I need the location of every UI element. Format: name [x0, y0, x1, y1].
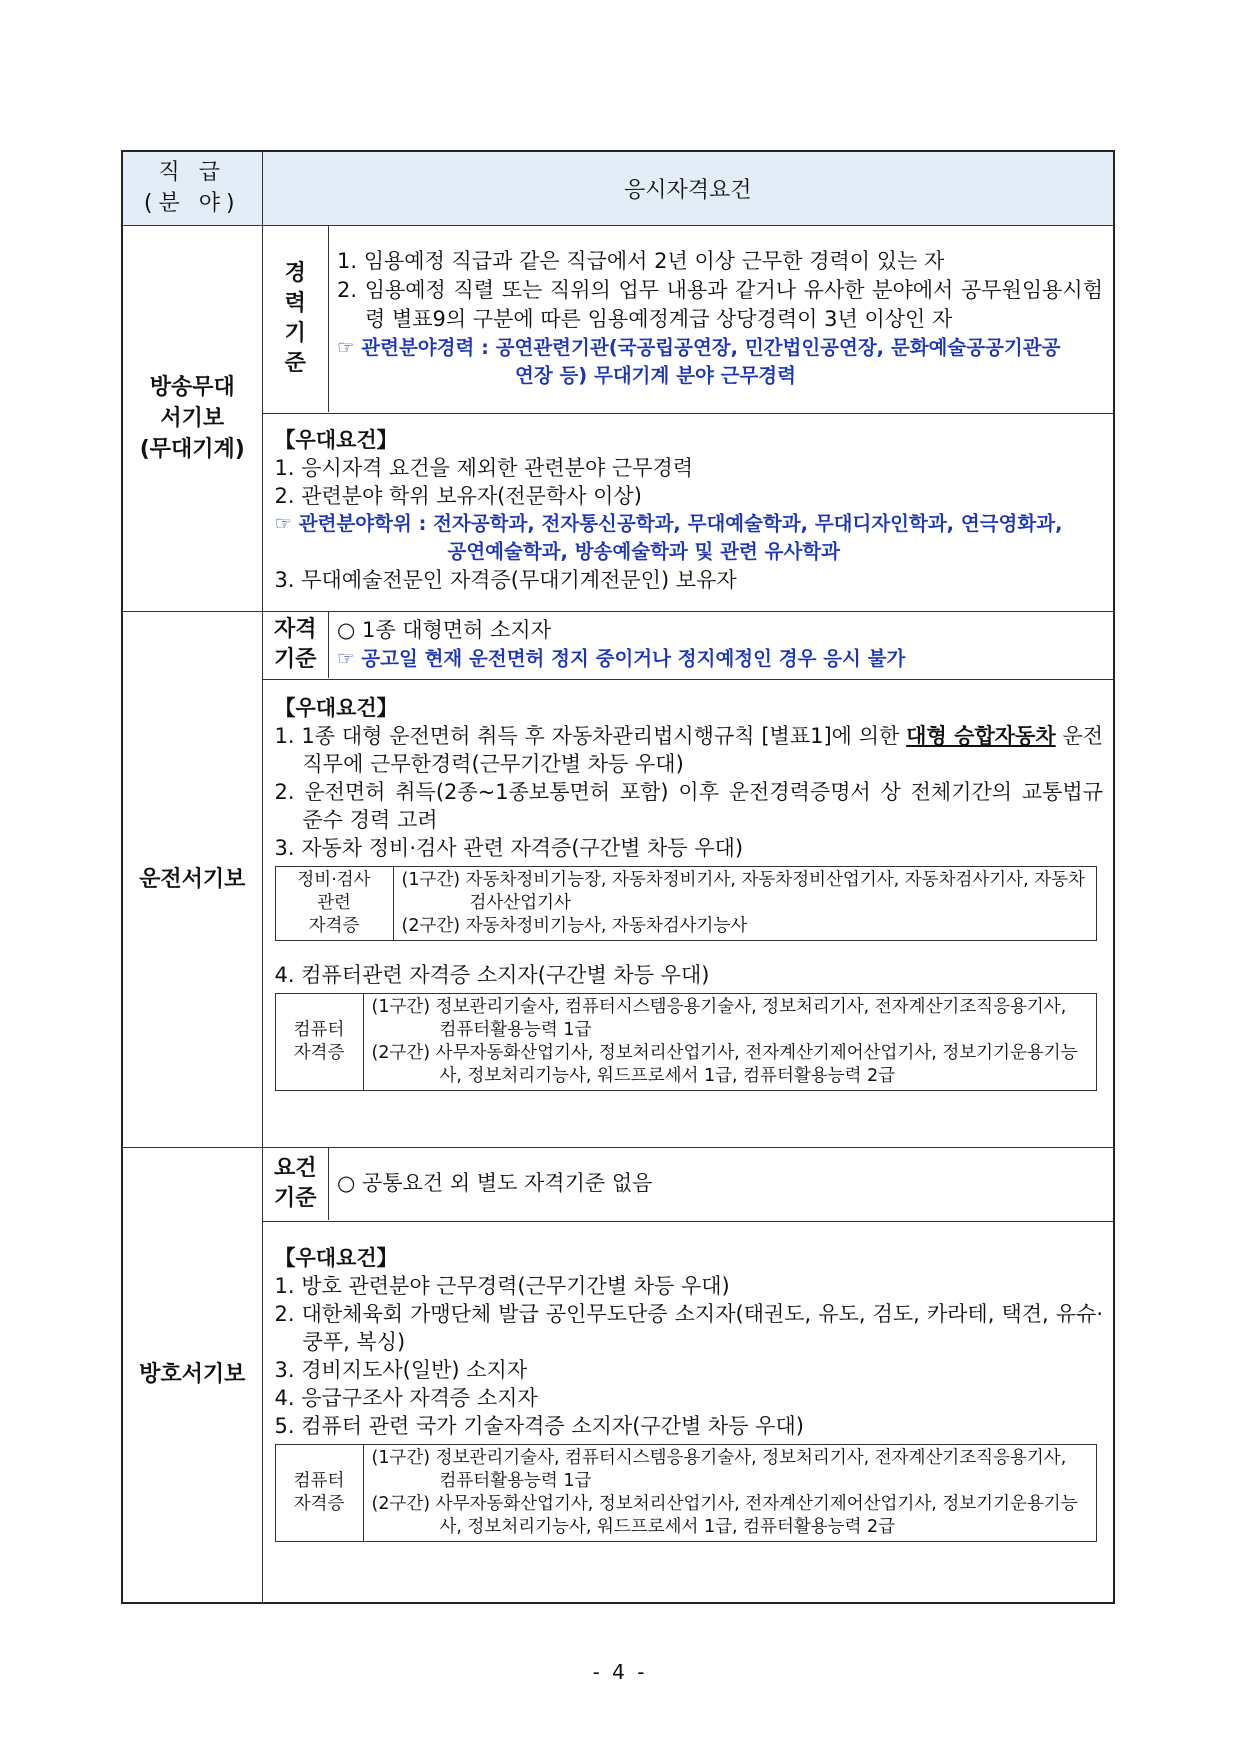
inspection-cert-tier-2: (2구간) 자동차정비기능사, 자동차검사기능사 [401, 915, 748, 936]
driver-criteria-row [122, 611, 1114, 679]
driver-computer-cert-table [275, 993, 1097, 1091]
driver-criteria-cell [262, 611, 1114, 679]
stage-criteria-note-cont: 연장 등) 무대기계 분야 근무경력 [515, 364, 796, 387]
header-grade-cell [122, 151, 262, 225]
guard-computer-cert-label [275, 1444, 363, 1541]
table-header-row [122, 151, 1114, 225]
stage-preference-item-1: 1. 응시자격 요건을 제외한 관련분야 근무경력 [274, 455, 694, 480]
guard-criteria-label-line: 기준 [273, 1185, 317, 1211]
guard-computer-cert-tier-2: (2구간) 사무자동화산업기사, 정보처리산업기사, 전자계산기제어산업기사, 정보기기운용기능사, 정보처리기능사, 워드프로세서 1급, 컴퓨터활용능력 2급 [371, 1493, 1078, 1537]
inspection-cert-values [393, 866, 1096, 940]
guard-criteria-subtable [263, 1148, 1114, 1220]
stage-criteria-label [263, 226, 329, 412]
stage-preference-note: ☞ 관련분야학위 : 전자공학과, 전자통신공학과, 무대예술학과, 무대디자인학과, 연극영화과, [274, 511, 1063, 535]
header-requirements-cell [262, 151, 1114, 225]
guard-criteria-content [329, 1148, 1114, 1220]
guard-preference-heading: 【우대요건】 [274, 1245, 398, 1270]
guard-criteria-item: ○ 공통요건 외 별도 자격기준 없음 [337, 1171, 653, 1195]
guard-preference-cell [262, 1221, 1114, 1603]
guard-preference-item-5: 5. 컴퓨터 관련 국가 기술자격증 소지자(구간별 차등 우대) [274, 1413, 804, 1438]
driver-criteria-item: ○ 1종 대형면허 소지자 [337, 618, 551, 642]
driver-preference-item-2: 2. 운전면허 취득(2종~1종보통면허 포함) 이후 운전경력증명서 상 전체기간의 교통법규 준수 경력 고려 [274, 779, 1103, 832]
header-grade-label: 직 급 [158, 160, 226, 186]
driver-preference-item-4: 4. 컴퓨터관련 자격증 소지자(구간별 차등 우대) [274, 962, 710, 987]
guard-preference-row [122, 1221, 1114, 1603]
page-number: - 4 - [592, 1660, 648, 1684]
stage-preference-row [122, 413, 1114, 611]
stage-preference-note-cont: 공연예술학과, 방송예술학과 및 관련 유사학과 [447, 539, 840, 563]
header-requirements-title: 응시자격요건 [623, 177, 752, 203]
driver-preference-item-3: 3. 자동차 정비·검사 관련 자격증(구간별 차등 우대) [274, 835, 744, 860]
qualification-table [121, 150, 1115, 1604]
driver-preference-row [122, 679, 1114, 1147]
driver-criteria-label [263, 612, 329, 678]
stage-grade-line1: 방송무대 [149, 374, 235, 400]
driver-computer-cert-label [275, 993, 363, 1090]
guard-preference-item-2: 2. 대한체육회 가맹단체 발급 공인무도단증 소지자(태권도, 유도, 검도, 카라테, 택견, 유슈·쿵푸, 복싱) [274, 1301, 1103, 1354]
guard-computer-cert-values [363, 1444, 1096, 1541]
stage-preference-item-2: 2. 관련분야 학위 보유자(전문학사 이상) [274, 483, 642, 508]
stage-criteria-content [329, 226, 1114, 412]
guard-preference-item-3: 3. 경비지도사(일반) 소지자 [274, 1357, 528, 1382]
driver-inspection-cert-table [275, 866, 1097, 941]
guard-computer-cert-label-line: 자격증 [293, 1493, 345, 1514]
stage-criteria-item-1: 1. 임용예정 직급과 같은 직급에서 2년 이상 근무한 경력이 있는 자 [337, 249, 945, 273]
stage-criteria-label-char: 경 [284, 260, 306, 286]
driver-criteria-note: ☞ 공고일 현재 운전면허 정지 중이거나 정지예정인 경우 응시 불가 [337, 647, 906, 670]
guard-computer-cert-table [275, 1444, 1097, 1542]
stage-grade-line2: 서기보 [160, 405, 225, 431]
guard-computer-cert-label-line: 컴퓨터 [293, 1470, 345, 1491]
driver-preference-item-1-rest: 운전직무에 근무한경력(근무기간별 차등 우대) [302, 723, 1104, 776]
guard-grade-cell [122, 1147, 262, 1603]
guard-criteria-row [122, 1147, 1114, 1221]
driver-computer-cert-tier-2: (2구간) 사무자동화산업기사, 정보처리산업기사, 전자계산기제어산업기사, 정보기기운용기능사, 정보처리기능사, 워드프로세서 1급, 컴퓨터활용능력 2급 [371, 1042, 1078, 1086]
guard-preference-item-4: 4. 응급구조사 자격증 소지자 [274, 1385, 538, 1410]
stage-criteria-cell [262, 225, 1114, 413]
guard-criteria-label-line: 요건 [273, 1155, 317, 1181]
guard-computer-cert-tier-1: (1구간) 정보관리기술사, 컴퓨터시스템응용기술사, 정보처리기사, 전자계산기조직응용기사, 컴퓨터활용능력 1급 [371, 1447, 1067, 1491]
guard-criteria-cell [262, 1147, 1114, 1221]
inspection-cert-label [275, 866, 393, 940]
driver-computer-cert-label-line: 컴퓨터 [293, 1019, 345, 1040]
driver-preference-item-1 [275, 722, 1104, 778]
driver-computer-cert-values [363, 993, 1096, 1090]
stage-criteria-label-char: 준 [284, 350, 306, 376]
stage-criteria-note: ☞ 관련분야경력 : 공연관련기관(국공립공연장, 민간법인공연장, 문화예술공공기관공 [337, 336, 1061, 359]
stage-grade-line3: (무대기계) [139, 436, 245, 462]
inspection-cert-tier-1: (1구간) 자동차정비기능장, 자동차정비기사, 자동차정비산업기사, 자동차검사기사, 자동차검사산업기사 [401, 869, 1085, 913]
stage-criteria-subtable [263, 226, 1114, 412]
driver-criteria-label-line: 자격 [273, 616, 317, 642]
guard-grade: 방호서기보 [139, 1362, 246, 1388]
driver-preference-item-1-emphasis: 대형 승합자동차 [906, 723, 1056, 748]
driver-grade-cell [122, 611, 262, 1147]
header-field-label: (분 야) [143, 191, 241, 217]
driver-preference-cell [262, 679, 1114, 1147]
stage-preference-cell [262, 413, 1114, 611]
stage-preference-item-3: 3. 무대예술전문인 자격증(무대기계전문인) 보유자 [274, 567, 737, 592]
inspection-cert-label-line: 자격증 [308, 915, 360, 936]
stage-criteria-label-char: 기 [284, 320, 306, 346]
driver-preference-heading: 【우대요건】 [274, 695, 398, 720]
driver-computer-cert-label-line: 자격증 [293, 1042, 345, 1063]
stage-criteria-item-2: 2. 임용예정 직렬 또는 직위의 업무 내용과 같거나 유사한 분야에서 공무원임용시험령 별표9의 구분에 따른 임용예정계급 상당경력이 3년 이상인 자 [337, 278, 1103, 331]
driver-grade: 운전서기보 [139, 866, 246, 892]
driver-computer-cert-tier-1: (1구간) 정보관리기술사, 컴퓨터시스템응용기술사, 정보처리기사, 전자계산기조직응용기사, 컴퓨터활용능력 1급 [371, 996, 1067, 1040]
stage-grade-cell [122, 225, 262, 611]
guard-preference-item-1: 1. 방호 관련분야 근무경력(근무기간별 차등 우대) [274, 1273, 730, 1298]
driver-criteria-subtable [263, 612, 1114, 678]
driver-criteria-label-line: 기준 [273, 646, 317, 672]
stage-preference-heading: 【우대요건】 [274, 427, 398, 452]
inspection-cert-label-line: 정비·검사 [297, 869, 371, 890]
stage-criteria-label-char: 력 [284, 290, 306, 316]
inspection-cert-label-line: 관련 [317, 892, 351, 913]
driver-criteria-content [329, 612, 1114, 678]
driver-preference-item-1-text: 1. 1종 대형 운전면허 취득 후 자동차관리법시행규칙 [별표1]에 의한 [274, 723, 907, 748]
guard-criteria-label [263, 1148, 329, 1220]
stage-criteria-row [122, 225, 1114, 413]
